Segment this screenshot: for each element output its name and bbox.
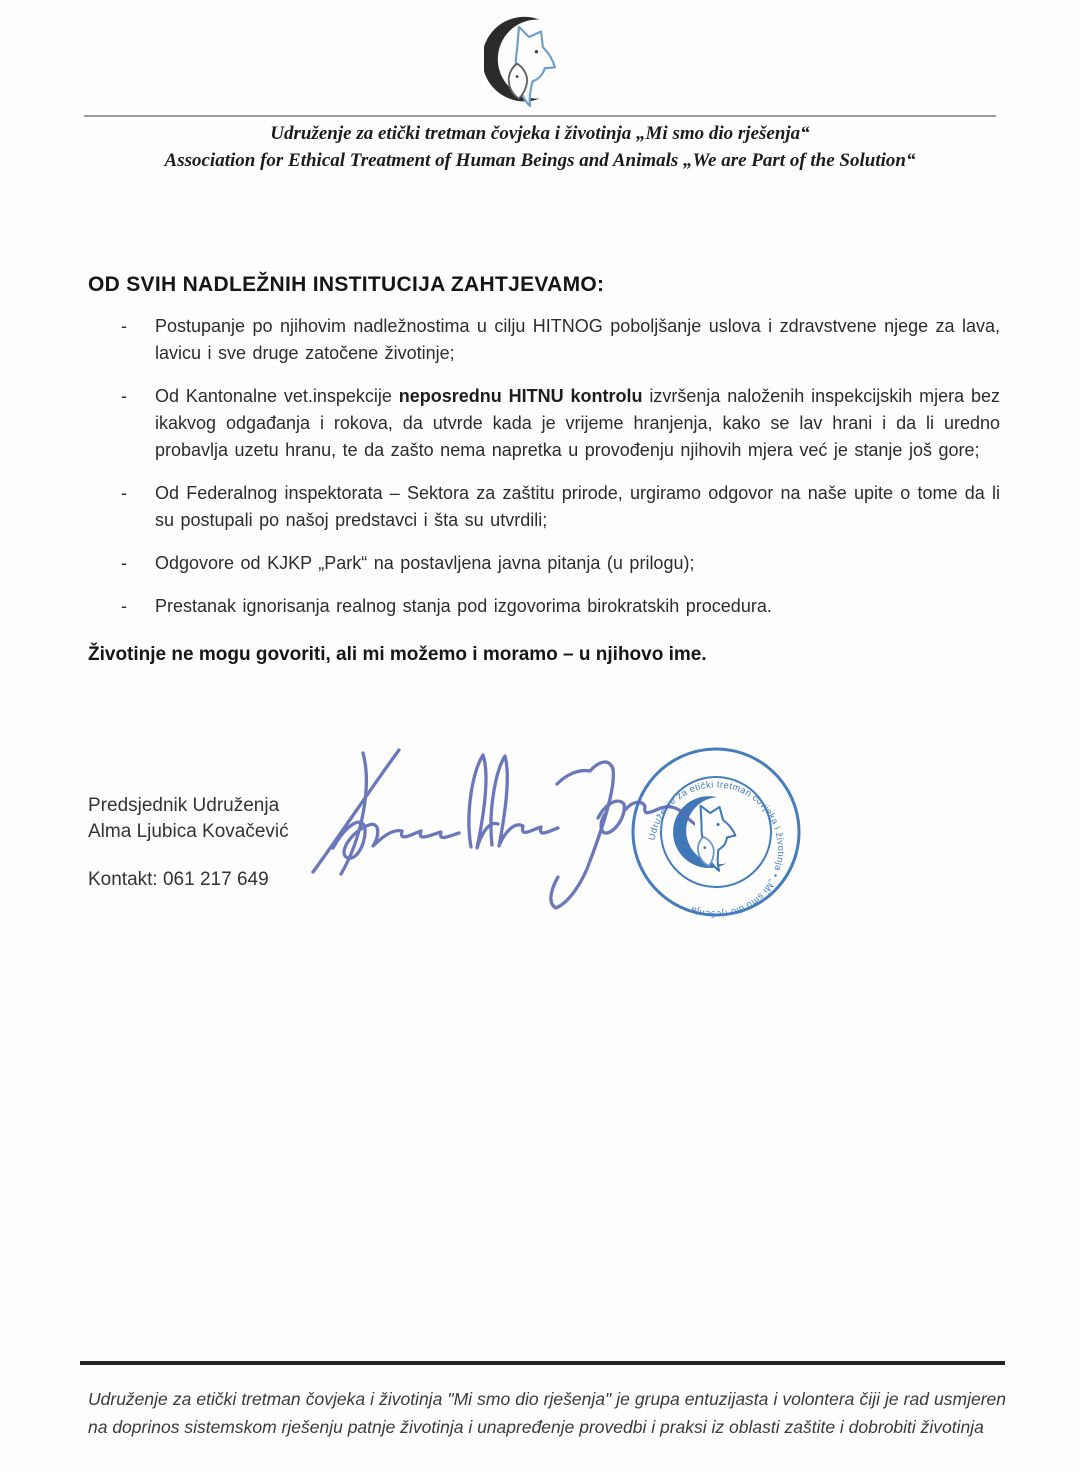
org-name-local: Udruženje za etički tretman čovjeka i životinja „Mi smo dio rješenja“	[270, 123, 810, 144]
demand-text: izvršenja naloženih inspekcijskih mjera bez ikakvog odgađanja i rokova, da utvrde kada je vrijeme hranjenja, kako se lav hrani i da li uredno probavlja uzetu hranu, te da zašto nema napretka u provođenju njihovih mjera već je stanje još gore;	[155, 386, 1000, 460]
demand-bullet-1	[88, 313, 1000, 367]
bullet-dash: -	[121, 596, 127, 616]
demand-bullet-3	[88, 480, 1000, 534]
footer-text: Udruženje za etički tretman čovjeka i životinja "Mi smo dio rješenja" je grupa entuzijasta i volontera čiji je rad usmjeren na doprinos sistemskom rješenju patnje životinja i unapređenje provedbi i praksi iz oblasti zaštite i dobrobiti životinja	[88, 1389, 1006, 1437]
bullet-dash: -	[121, 483, 127, 503]
demand-bullet-4	[88, 550, 1000, 577]
contact-line: Kontakt: 061 217 649	[88, 869, 269, 890]
letterhead	[0, 120, 1080, 174]
demands-heading: OD SVIH NADLEŽNIH INSTITUCIJA ZAHTJEVAMO:	[88, 273, 605, 296]
stamp-ring-text: Udruženje za etički tretman čovjeka i životinja • „Mi smo dio rješenja“	[646, 779, 787, 920]
demand-bullet-2	[88, 383, 1000, 464]
demand-text: Postupanje po njihovim nadležnostima u cilju HITNOG poboljšanje uslova i zdravstvene njege za lava, lavicu i sve druge zatočene životinje;	[155, 316, 1000, 363]
wolf-crescent-logo-icon	[484, 8, 576, 112]
signatory-title: Predsjednik Udruženja	[88, 795, 280, 816]
signatory-name: Alma Ljubica Kovačević	[88, 821, 289, 842]
org-name-english: Association for Ethical Treatment of Human Beings and Animals „We are Part of the Solution“	[164, 150, 916, 171]
bullet-dash: -	[121, 316, 127, 336]
signature-block	[88, 793, 289, 893]
header-divider	[84, 115, 996, 117]
demand-text-bold: neposrednu HITNU kontrolu	[398, 386, 643, 406]
footer-divider	[80, 1361, 1005, 1365]
bullet-dash: -	[121, 386, 127, 406]
demand-text: Od Kantonalne vet.inspekcije	[155, 386, 399, 406]
bullet-dash: -	[121, 553, 127, 573]
demand-text: Odgovore od KJKP „Park“ na postavljena javna pitanja (u prilogu);	[155, 553, 695, 573]
handwritten-signature-icon	[295, 726, 695, 944]
letter-body	[88, 272, 1000, 668]
demand-text: Od Federalnog inspektorata – Sektora za zaštitu prirode, urgiramo odgovor na naše upite o tome da li su postupali po našoj predstavci i šta su utvrdili;	[155, 483, 1000, 530]
demand-text: Prestanak ignorisanja realnog stanja pod izgovorima birokratskih procedura.	[155, 596, 772, 616]
demand-bullet-5	[88, 593, 1000, 620]
closing-statement: Životinje ne mogu govoriti, ali mi možemo i moramo – u njihovo ime.	[88, 644, 707, 665]
